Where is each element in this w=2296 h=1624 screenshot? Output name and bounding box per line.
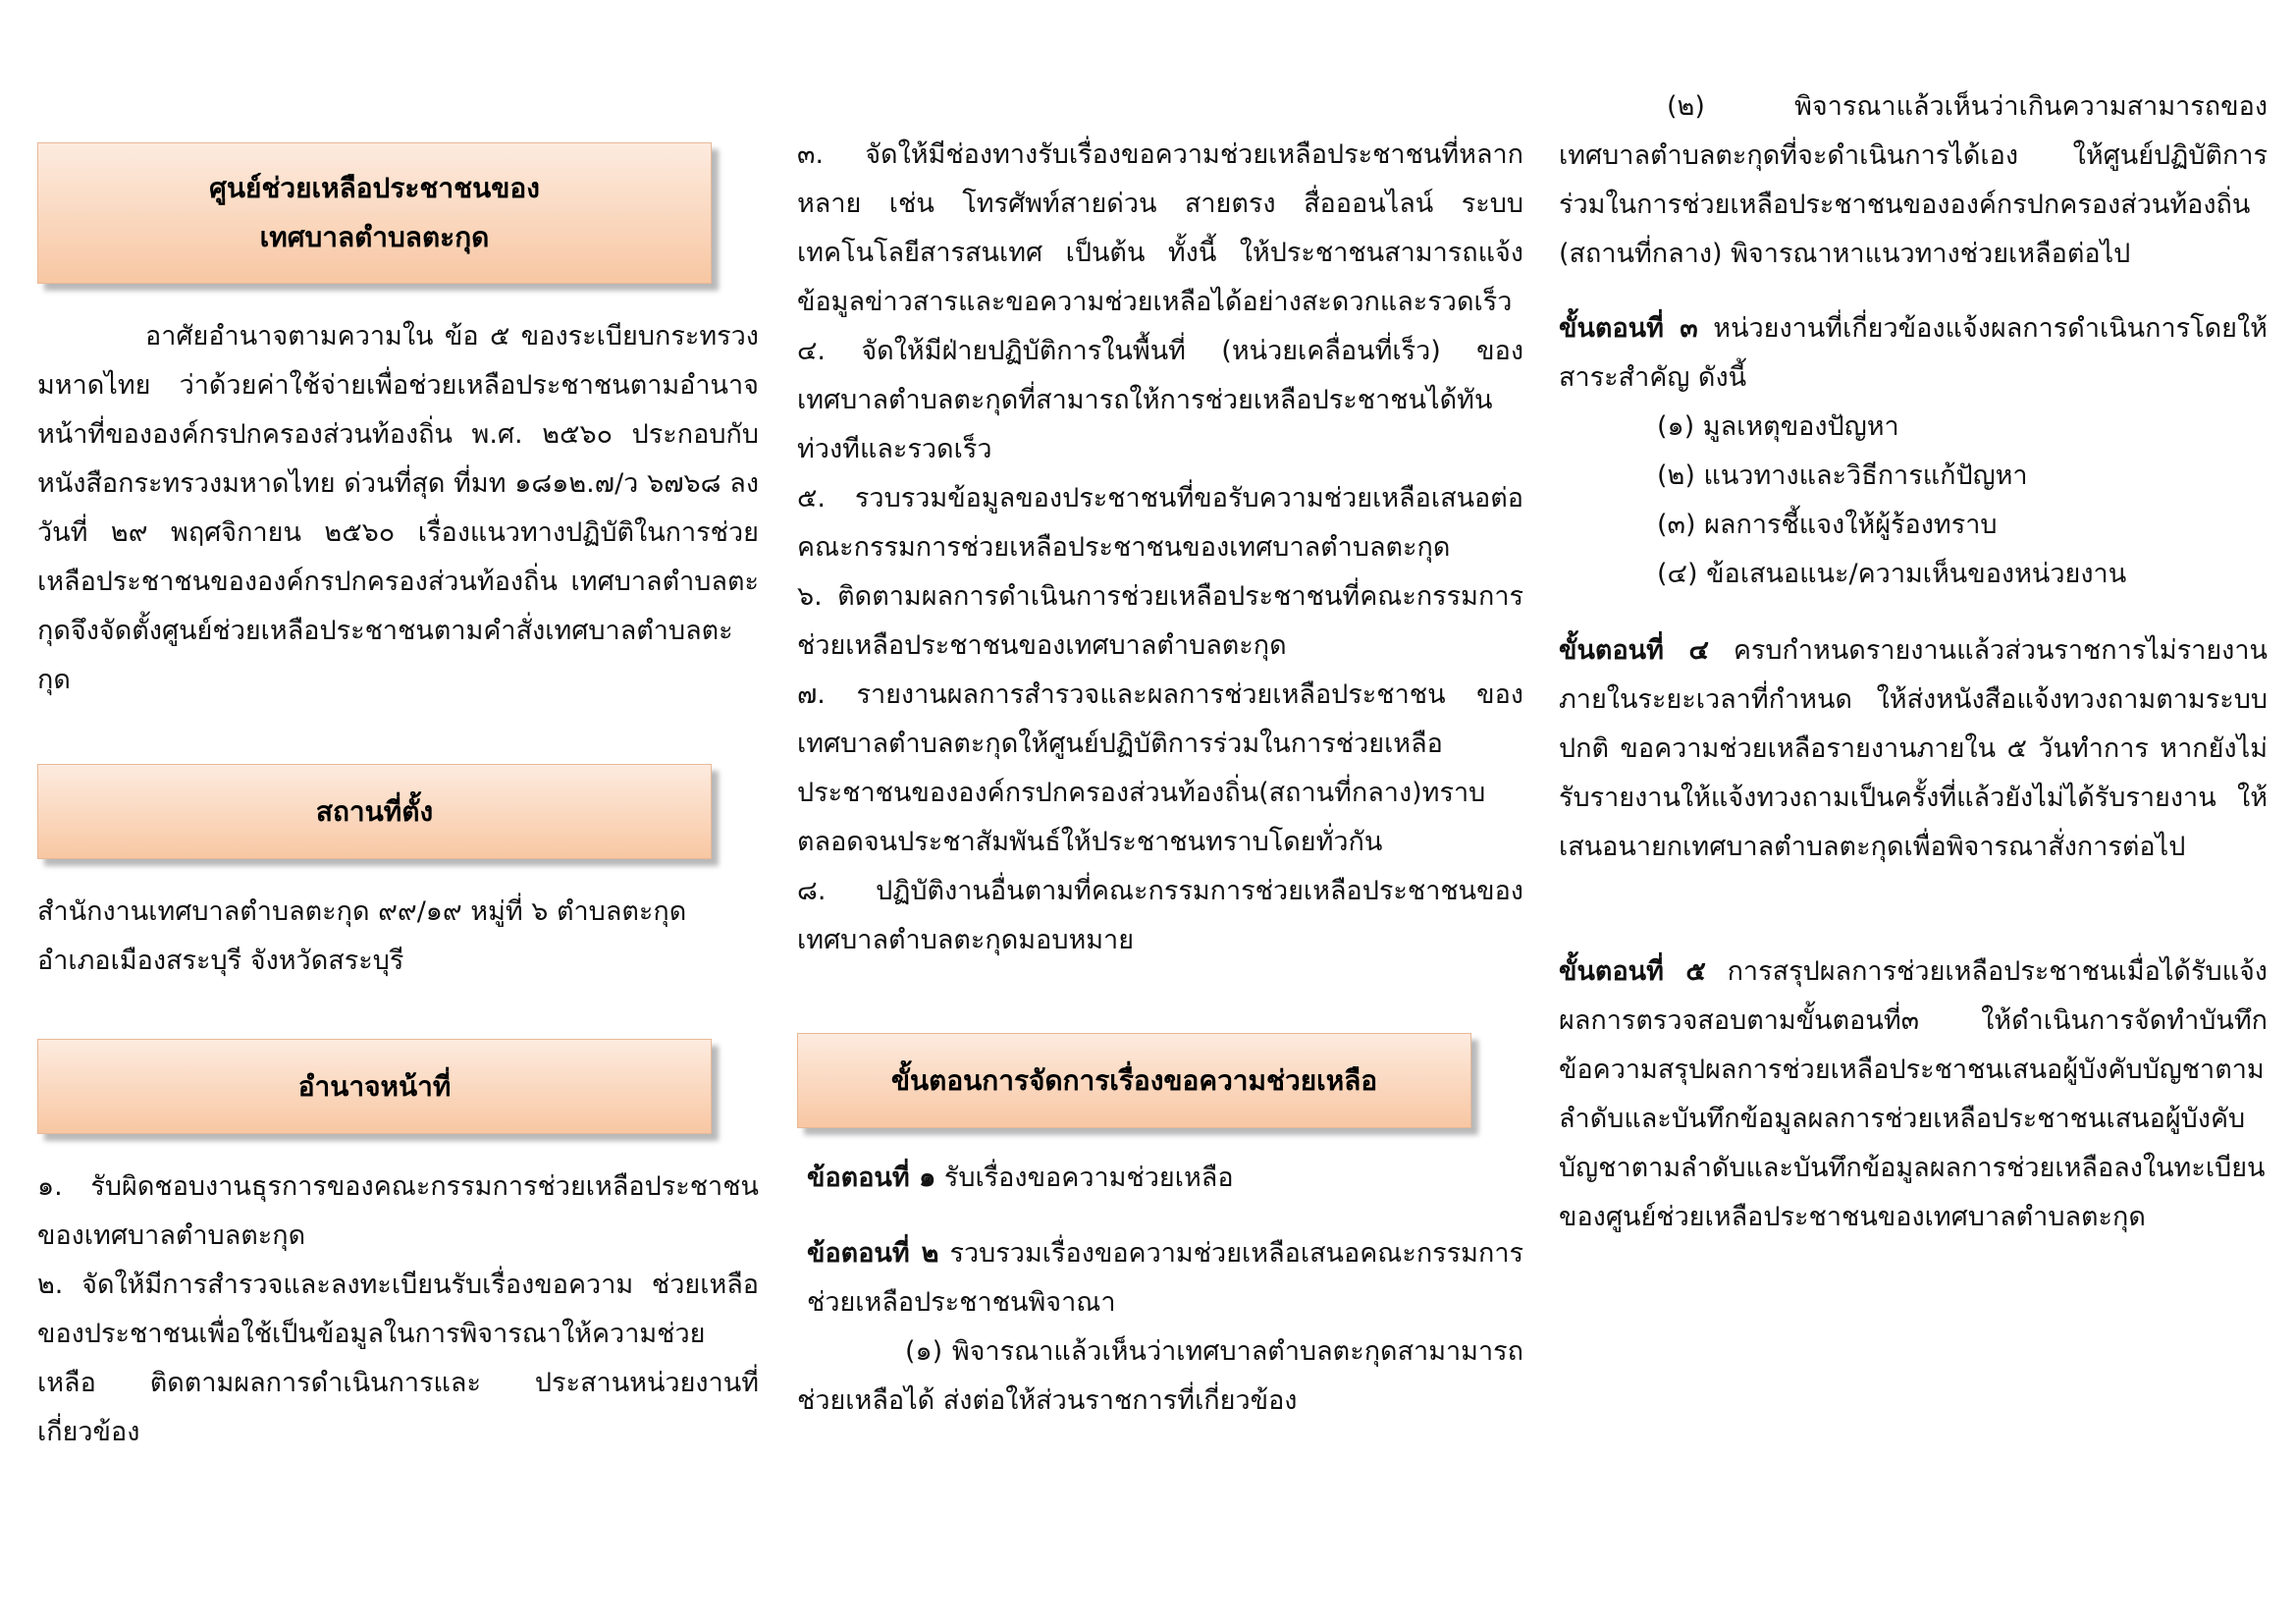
step2-sub1: (๑) พิจารณาแล้วเห็นว่าเทศบาลตำบลตะกุดสามามารถช่วยเหลือได้ ส่งต่อให้ส่วนราชการที่เกี่ยวข้อง bbox=[797, 1336, 1523, 1416]
step3-block bbox=[1559, 304, 2268, 599]
step4-label: ขั้นตอนที่ ๔ bbox=[1559, 635, 1709, 666]
step3-text: หน่วยงานที่เกี่ยวข้องแจ้งผลการดำเนินการโดยให้สาระสำคัญ ดังนี้ bbox=[1559, 313, 2268, 393]
step3-item: (๓) ผลการชี้แจงให้ผู้ร้องทราบ bbox=[1657, 510, 1998, 540]
duty-heading: อำนาจหน้าที่ bbox=[297, 1069, 452, 1103]
step1-text: รับเรื่องขอความช่วยเหลือ bbox=[943, 1163, 1234, 1193]
address-line2: อำเภอเมืองสระบุรี จังหวัดสระบุรี bbox=[37, 946, 404, 976]
step4-block bbox=[1559, 626, 2268, 872]
location-heading: สถานที่ตั้ง bbox=[315, 794, 434, 828]
duty-item-3: ๓. จัดให้มีช่องทางรับเรื่องขอความช่วยเหลือประชาชนที่หลากหลาย เช่น โทรศัพท์สายด่วน สายตรง สื่อออนไลน์ ระบบเทคโนโลยีสารสนเทศ เป็นต้น ทั้งนี้ ให้ประชาชนสามารถแจ้งข้อมูลข่าวสารและขอความช่วยเหลือได้อย่างสะดวกและรวดเร็ว bbox=[797, 139, 1523, 317]
duty-item-4: ๔. จัดให้มีฝ่ายปฏิบัติการในพื้นที่ (หน่วยเคลื่อนที่เร็ว) ของเทศบาลตำบลตะกุดที่สามารถให้การช่วยเหลือประชาชนได้ทันท่วงทีและรวดเร็ว bbox=[797, 336, 1523, 464]
duty-item-6: ๖. ติดตามผลการดำเนินการช่วยเหลือประชาชนที่คณะกรรมการช่วยเหลือประชาชนของเทศบาลตำบลตะกุด bbox=[797, 581, 1523, 661]
step2-label: ข้อตอนที่ ๒ bbox=[807, 1238, 939, 1269]
step3-item: (๑) มูลเหตุของปัญหา bbox=[1657, 411, 1899, 442]
duty-heading-box bbox=[37, 1039, 712, 1134]
step5-line bbox=[1559, 947, 2268, 1242]
procedure-heading-box bbox=[797, 1033, 1471, 1128]
duty-item-1: ๑. รับผิดชอบงานธุรการของคณะกรรมการช่วยเหลือประชาชนของเทศบาลตำบลตะกุด bbox=[37, 1171, 759, 1251]
procedure-steps bbox=[807, 1154, 1523, 1203]
procedure-step2 bbox=[797, 1229, 1523, 1426]
center-title-line1: ศูนย์ช่วยเหลือประชาชนของ bbox=[209, 172, 540, 204]
step2-sub2: (๒) พิจารณาแล้วเห็นว่าเกินความสามารถของเทศบาลตำบลตะกุดที่จะดำเนินการได้เอง ให้ศูนย์ปฏิบัติการร่วมในการช่วยเหลือประชาชนขององค์กรปกครองส่วนท้องถิ่น (สถานที่กลาง) พิจารณาหาแนวทางช่วยเหลือต่อไป bbox=[1559, 91, 2268, 269]
center-title-line2: เทศบาลตำบลตะกุด bbox=[259, 221, 490, 253]
step3-items bbox=[1559, 403, 2268, 599]
step1-line bbox=[807, 1154, 1523, 1203]
duty-item-7: ๗. รายงานผลการสำรวจและผลการช่วยเหลือประชาชน ของเทศบาลตำบลตะกุดให้ศูนย์ปฏิบัติการร่วมในการช่วยเหลือประชาชนขององค์กรปกครองส่วนท้องถิ่น(สถานที่กลาง)ทราบตลอดจนประชาสัมพันธ์ให้ประชาชนทราบโดยทั่วกัน bbox=[797, 679, 1523, 857]
duty-item-8: ๘. ปฏิบัติงานอื่นตามที่คณะกรรมการช่วยเหลือประชาชนของเทศบาลตำบลตะกุดมอบหมาย bbox=[797, 876, 1523, 955]
center-title-box bbox=[37, 142, 712, 284]
step3-item: (๔) ข้อเสนอแนะ/ความเห็นของหน่วยงาน bbox=[1657, 559, 2127, 589]
address-block bbox=[37, 888, 783, 986]
step1-label: ข้อตอนที่ ๑ bbox=[807, 1163, 936, 1193]
intro-text: อาศัยอำนาจตามความใน ข้อ ๕ ของระเบียบกระทรวงมหาดไทย ว่าด้วยค่าใช้จ่ายเพื่อช่วยเหลือประชาชนตามอำนาจหน้าที่ขององค์กรปกครองส่วนท้องถิ่น พ.ศ. ๒๕๖๐ ประกอบกับหนังสือกระทรวงมหาดไทย ด่วนที่สุด ที่มท ๑๘๑๒.๗/ว ๖๗๖๘ ลงวันที่ ๒๙ พฤศจิกายน ๒๕๖๐ เรื่องแนวทางปฏิบัติในการช่วยเหลือประชาชนขององค์กรปกครองส่วนท้องถิ่น เทศบาลตำบลตะกุดจึงจัดตั้งศูนย์ช่วยเหลือประชาชนตามคำสั่งเทศบาลตำบลตะกุด bbox=[37, 321, 759, 695]
duty-item-5: ๕. รวบรวมข้อมูลของประชาชนที่ขอรับความช่วยเหลือเสนอต่อคณะกรรมการช่วยเหลือประชาชนของเทศบาลตำบลตะกุด bbox=[797, 483, 1523, 563]
step2-text: รวบรวมเรื่องขอความช่วยเหลือเสนอคณะกรรมการช่วยเหลือประชาชนพิจาณา bbox=[807, 1238, 1523, 1318]
step2-sub2-block bbox=[1559, 82, 2268, 279]
step5-label: ขั้นตอนที่ ๕ bbox=[1559, 956, 1706, 987]
intro-paragraph bbox=[37, 312, 759, 705]
procedure-heading: ขั้นตอนการจัดการเรื่องขอความช่วยเหลือ bbox=[890, 1063, 1378, 1097]
step3-label: ขั้นตอนที่ ๓ bbox=[1559, 313, 1698, 344]
step5-text: การสรุปผลการช่วยเหลือประชาชนเมื่อได้รับแจ้งผลการตรวจสอบตามขั้นตอนที่๓ ให้ดำเนินการจัดทำบันทึกข้อความสรุปผลการช่วยเหลือประชาชนเสนอผู้บังคับบัญชาตามลำดับและบันทึกข้อมูลผลการช่วยเหลือประชาชนเสนอผู้บังคับบัญชาตามลำดับและบันทึกข้อมูลผลการช่วยเหลือลงในทะเบียนของศูนย์ช่วยเหลือประชาชนของเทศบาลตำบลตะกุด bbox=[1559, 956, 2268, 1232]
step5-block bbox=[1559, 947, 2268, 1242]
duty-item-2: ๒. จัดให้มีการสำรวจและลงทะเบียนรับเรื่องขอความ ช่วยเหลือของประชาชนเพื่อใช้เป็นข้อมูลในการพิจารณาให้ความช่วยเหลือ ติดตามผลการดำเนินการและ ประสานหน่วยงานที่เกี่ยวข้อง bbox=[37, 1270, 759, 1447]
step3-item: (๒) แนวทางและวิธีการแก้ปัญหา bbox=[1657, 460, 2028, 491]
address-line1: สำนักงานเทศบาลตำบลตะกุด ๙๙/๑๙ หมู่ที่ ๖ ตำบลตะกุด bbox=[37, 896, 687, 927]
step3-line bbox=[1559, 304, 2268, 403]
step4-line bbox=[1559, 626, 2268, 872]
step2-line bbox=[797, 1229, 1523, 1327]
location-heading-box bbox=[37, 764, 712, 859]
duty-list-part2 bbox=[797, 131, 1523, 965]
step4-text: ครบกำหนดรายงานแล้วส่วนราชการไม่รายงานภายในระยะเวลาที่กำหนด ให้ส่งหนังสือแจ้งทวงถามตามระบบปกติ ขอความช่วยเหลือรายงานภายใน ๕ วันทำการ หากยังไม่รับรายงานให้แจ้งทวงถามเป็นครั้งที่แล้วยังไม่ได้รับรายงาน ให้เสนอนายกเทศบาลตำบลตะกุดเพื่อพิจารณาสั่งการต่อไป bbox=[1559, 635, 2268, 862]
duty-list-part1 bbox=[37, 1163, 759, 1457]
